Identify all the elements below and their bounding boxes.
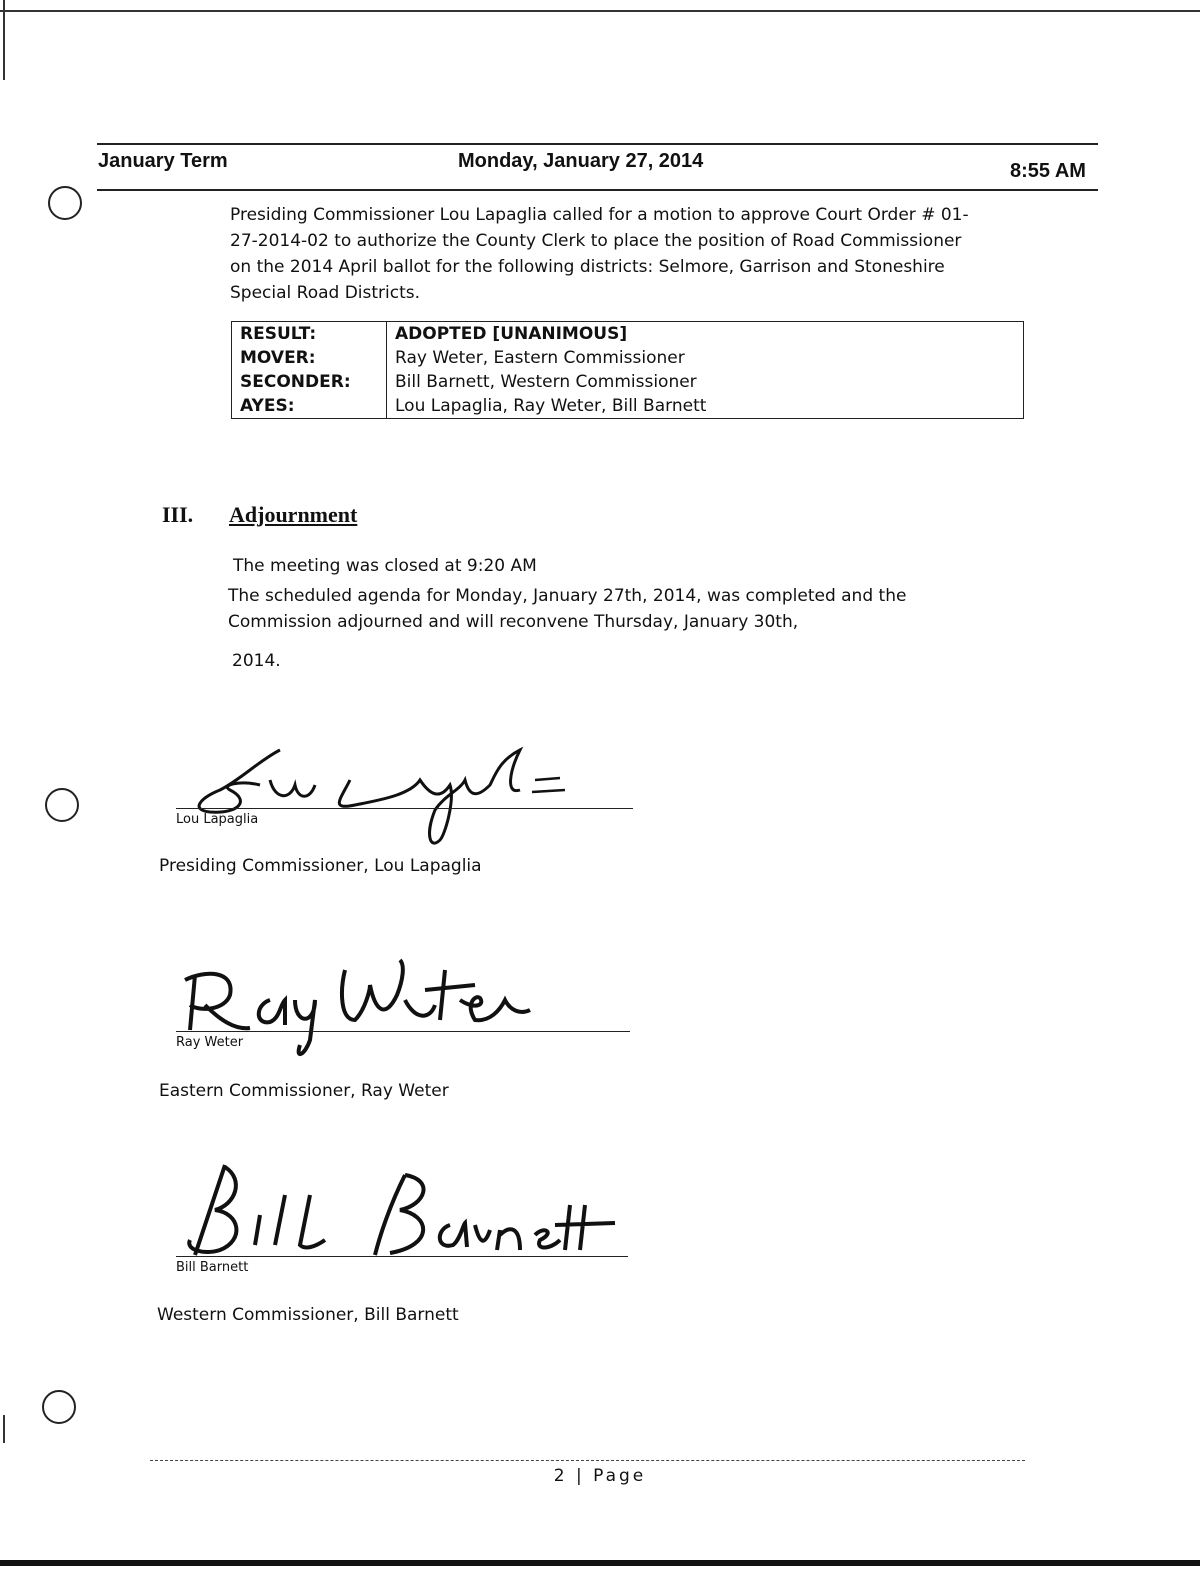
section-title: Adjournment <box>229 502 358 527</box>
vote-value-seconder: Bill Barnett, Western Commissioner <box>395 372 697 392</box>
adjournment-line: Commission adjourned and will reconvene Thursday, January 30th, <box>228 612 799 632</box>
motion-line: 27-2014-02 to authorize the County Clerk to place the position of Road Commissioner <box>230 231 962 251</box>
signature-line <box>176 1256 628 1257</box>
scan-edge-top <box>0 10 1200 12</box>
motion-paragraph <box>230 202 969 306</box>
section-number: III. <box>162 502 194 527</box>
signature-printed-name: Lou Lapaglia <box>176 812 259 827</box>
vote-label-seconder: SECONDER: <box>232 370 387 394</box>
signature-ray-weter <box>175 950 575 1070</box>
adjournment-paragraph <box>228 583 906 635</box>
vote-value-ayes: Lou Lapaglia, Ray Weter, Bill Barnett <box>395 396 707 416</box>
motion-line: Presiding Commissioner Lou Lapaglia called for a motion to approve Court Order # 01- <box>230 205 969 225</box>
footer-rule <box>150 1460 1025 1461</box>
signature-line <box>176 1031 630 1032</box>
vote-label-ayes: AYES: <box>232 394 387 419</box>
table-row <box>232 370 1024 394</box>
signature-title: Eastern Commissioner, Ray Weter <box>159 1081 449 1101</box>
motion-line: on the 2014 April ballot for the following districts: Selmore, Garrison and Stoneshire <box>230 257 945 277</box>
page-label: | Page <box>575 1466 647 1486</box>
signature-bill-barnett <box>175 1155 635 1275</box>
vote-value-mover: Ray Weter, Eastern Commissioner <box>395 348 685 368</box>
signature-line <box>176 808 633 809</box>
header-rule-top <box>97 143 1098 145</box>
vote-table <box>231 321 1024 419</box>
punch-hole-bottom <box>42 1390 76 1424</box>
vote-label-result: RESULT: <box>232 322 387 347</box>
scan-edge-left-lower <box>3 1415 5 1443</box>
scan-edge-bottom <box>0 1560 1200 1566</box>
signature-printed-name: Bill Barnett <box>176 1260 249 1275</box>
scan-edge-left <box>3 0 5 80</box>
page-number-value: 2 <box>553 1466 568 1486</box>
motion-line: Special Road Districts. <box>230 283 421 303</box>
header-rule-bottom <box>97 189 1098 191</box>
signature-lou-lapaglia <box>180 740 600 860</box>
meeting-closed-text: The meeting was closed at 9:20 AM <box>233 556 537 576</box>
signature-title: Western Commissioner, Bill Barnett <box>157 1305 459 1325</box>
header-date: Monday, January 27, 2014 <box>458 150 704 172</box>
header-term: January Term <box>98 150 228 172</box>
punch-hole-middle <box>45 788 79 822</box>
adjournment-year: 2014. <box>232 651 281 671</box>
signature-title: Presiding Commissioner, Lou Lapaglia <box>159 856 482 876</box>
vote-label-mover: MOVER: <box>232 346 387 370</box>
table-row <box>232 322 1024 347</box>
vote-value-result: ADOPTED [UNANIMOUS] <box>395 324 628 344</box>
punch-hole-top <box>48 186 82 220</box>
header-time: 8:55 AM <box>1010 160 1086 182</box>
signature-printed-name: Ray Weter <box>176 1035 244 1050</box>
adjournment-line: The scheduled agenda for Monday, January 27th, 2014, was completed and the <box>228 586 907 606</box>
table-row <box>232 394 1024 419</box>
page-number <box>0 1466 1200 1486</box>
table-row <box>232 346 1024 370</box>
